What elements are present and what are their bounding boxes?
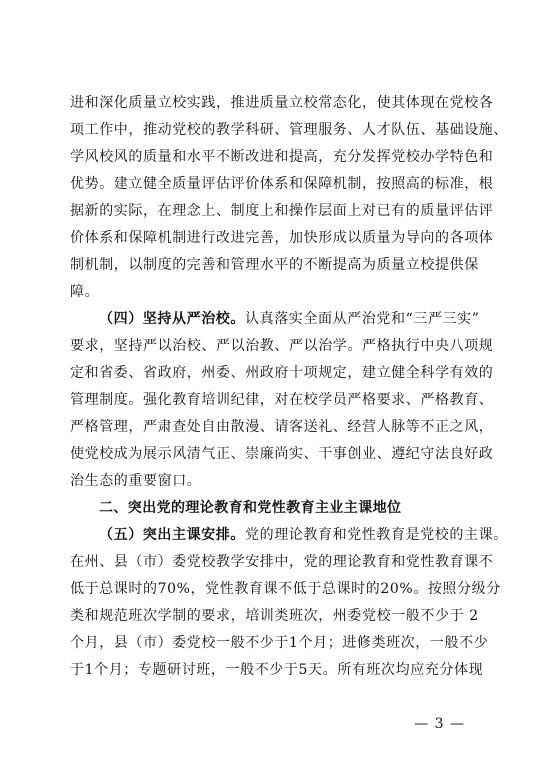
paragraph-lead: （四）坚持从严治校。 (99, 311, 245, 327)
text-line: 障。 (70, 284, 100, 300)
paragraph-lead: （五）突出主课安排。 (99, 527, 245, 543)
text-line: 严格管理，严肃查处自由散漫、请客送礼、经营人脉等不正之风， (70, 419, 494, 435)
section-heading: 二、突出党的理论教育和党性教育主业主课地位 (99, 500, 402, 516)
paragraph-text: 党的理论教育和党性教育是党校的主课。 (245, 527, 508, 543)
text-line: 管理制度。强化教育培训纪律，对在校学员严格要求、严格教育、 (70, 392, 494, 408)
text-line: 价体系和保障机制进行改进完善，加快形成以质量为导向的各项体 (70, 230, 494, 246)
paragraph-start-line (70, 522, 508, 549)
text-line: 进和深化质量立校实践，推进质量立校常态化，使其体现在党校各 (70, 95, 494, 111)
text-line: 使党校成为展示风清气正、崇廉尚实、干事创业、遵纪守法良好政 (70, 446, 494, 462)
text-line: 在州、县（市）委党校教学安排中，党的理论教育和党性教育课不 (70, 554, 494, 570)
text-line: 个月，县（市）委党校一般不少于1个月；进修类班次，一般不少 (70, 635, 489, 651)
paragraph-text: 认真落实全面从严治党和“三严三实” (245, 311, 480, 327)
text-line: 治生态的重要窗口。 (70, 473, 202, 489)
text-line: 要求，坚持严以治校、严以治教、严以治学。严格执行中央八项规 (70, 338, 494, 354)
paragraph-start-line (70, 306, 480, 333)
text-line: 定和省委、省政府，州委、州政府十项规定，建立健全科学有效的 (70, 365, 494, 381)
text-line: 据新的实际，在理念上、制度上和操作层面上对已有的质量评估评 (70, 203, 494, 219)
text-line: 学风校风的质量和水平不断改进和提高，充分发挥党校办学特色和 (70, 149, 494, 165)
page-number: — 3 — (414, 716, 465, 732)
text-line: 项工作中，推动党校的教学科研、管理服务、人才队伍、基础设施、 (70, 122, 508, 138)
body-text (70, 90, 508, 684)
text-line: 低于总课时的70%，党性教育课不低于总课时的20%。按照分级分 (70, 581, 501, 597)
text-line: 于1个月；专题研讨班，一般不少于5天。所有班次均应充分体现 (70, 662, 484, 678)
text-line: 制机制，以制度的完善和管理水平的不断提高为质量立校提供保 (70, 257, 479, 273)
text-line: 类和规范班次学制的要求，培训类班次，州委党校一般不少于 2 (70, 608, 479, 624)
text-line: 优势。建立健全质量评估评价体系和保障机制，按照高的标准，根 (70, 176, 494, 192)
